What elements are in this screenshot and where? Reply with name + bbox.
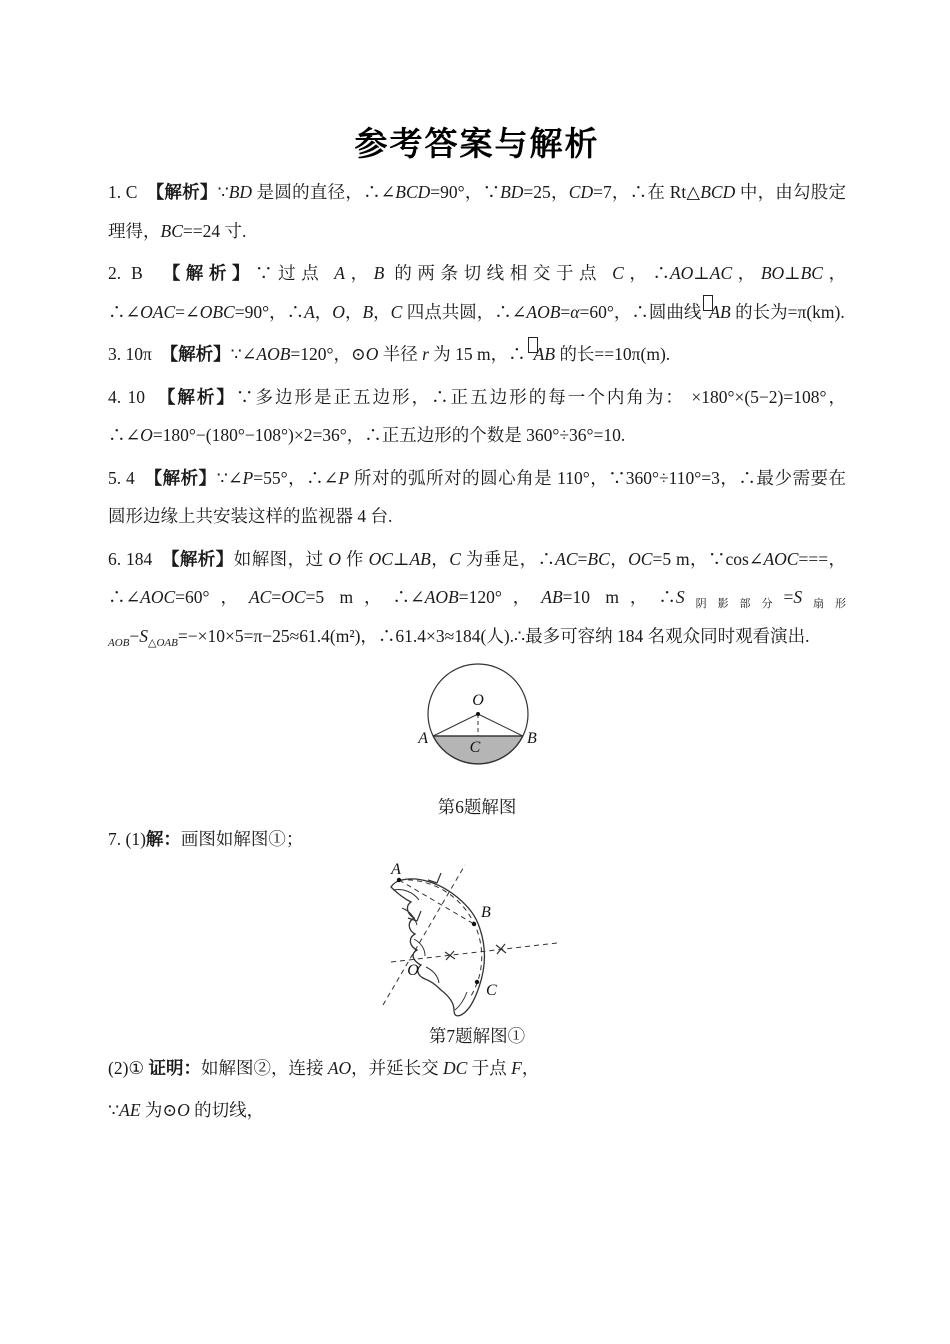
answer-item-4 [108, 378, 846, 455]
text-run: ⊥ [693, 263, 710, 283]
text-run: A [334, 263, 345, 283]
text-run: ， [521, 1057, 540, 1078]
x-mark-2 [496, 944, 506, 954]
text-run: 解： [145, 829, 181, 849]
text-run: 四点共圆，∴∠ [402, 301, 527, 322]
text-run: 于点 [467, 1057, 512, 1078]
text-run: S [675, 587, 685, 607]
text-run: =5 m，∵cos∠ [652, 548, 764, 569]
point-dot-c [474, 979, 478, 983]
figure-problem-7 [108, 863, 846, 1049]
text-run: ， [430, 548, 450, 569]
text-run: ，并延长交 [351, 1057, 444, 1078]
text-run: =90°，∴ [234, 301, 305, 322]
text-run: O [140, 425, 153, 445]
text-run: △ [148, 636, 157, 649]
label-a: A [390, 862, 401, 878]
text-run: =7，∴在 Rt△ [593, 182, 701, 202]
text-run: ∵ [108, 1100, 120, 1120]
label-c: C [485, 981, 497, 999]
text-run: AC [248, 587, 272, 607]
text-run: ∵多边形是正五边形，∴正五边形的每一个内角为： ×180°×(5−2)=108°，∴∠ [108, 386, 846, 445]
label-o: O [406, 961, 419, 979]
text-run: BCD [700, 182, 736, 202]
text-run: AO [327, 1057, 352, 1078]
text-run: ===，∴∠ [108, 548, 847, 607]
label-b: B [480, 903, 491, 921]
text-run: ， [609, 548, 629, 569]
text-run: A [304, 301, 315, 322]
text-run: BD [500, 182, 524, 202]
text-run: O [332, 301, 345, 322]
text-run: P [242, 467, 254, 488]
answer-item-6 [108, 540, 846, 656]
text-run: ， [373, 301, 391, 322]
text-run: =60°， [175, 587, 249, 607]
text-run: =−×10×5=π−25≈61.4(m²)，∴61.4×3≈184(人).∴最多可容纳 184 名观众同时观看演出. [177, 625, 810, 646]
text-run: AOC [763, 548, 799, 569]
answer-item-3 [108, 335, 846, 374]
text-run: 1. C [108, 182, 156, 202]
text-run: = [783, 587, 794, 607]
text-run: BO [760, 263, 785, 283]
text-run: =90°，∵ [430, 182, 501, 202]
point-dot-b [471, 921, 475, 925]
text-run: OAB [156, 636, 178, 649]
text-run: 的长为=π(km). [730, 301, 845, 322]
text-run: 中，由勾股定理得， [108, 182, 847, 241]
page-title: 参考答案与解析 [354, 127, 600, 163]
text-run: S [139, 625, 149, 646]
label-b: B [527, 730, 537, 747]
text-run: BD [228, 182, 253, 202]
label-a: A [418, 730, 428, 747]
text-run: ，∴∠ [108, 263, 847, 322]
text-run: =60°，∴圆曲线 [579, 301, 702, 322]
text-run: 证明： [148, 1057, 201, 1078]
text-run: O [328, 548, 342, 569]
text-run: r [422, 344, 429, 364]
text-run: ∵∠ [230, 344, 257, 364]
text-run: P [338, 467, 350, 488]
center-dot [476, 712, 480, 716]
text-run: ==24 寸. [182, 220, 247, 241]
figure-problem-6 [108, 659, 846, 820]
text-run: ∵∠ [216, 467, 243, 488]
point-dot-a [396, 877, 400, 881]
text-run: AB [709, 301, 731, 322]
text-run: AOB [424, 587, 459, 607]
text-run: 所对的弧所对的圆心角是 110°，∵360°÷110°=3，∴最少需要在圆形边缘上共安装这样的监视器 4 台. [108, 467, 847, 526]
answer-item-7-part1 [108, 820, 846, 859]
text-run: 的切线， [189, 1100, 265, 1120]
figure-caption-6: 第6题解图 [437, 797, 517, 817]
figure-caption-7: 第7题解图① [428, 1025, 526, 1046]
text-run: =180°−(180°−108°)×2=36°，∴正五边形的个数是 360°÷36°=10. [152, 425, 626, 445]
answer-item-2 [108, 254, 846, 331]
text-run: 为垂足，∴ [460, 548, 556, 569]
label-c: C [469, 739, 481, 756]
text-run: 的长==10π(m). [555, 344, 671, 364]
text-run: 6. 184 [108, 548, 171, 569]
text-run: 作 [341, 548, 369, 569]
text-run: AB [533, 344, 556, 364]
text-run: ， [344, 263, 374, 283]
text-run: = [577, 548, 588, 569]
text-run: C [612, 263, 624, 283]
text-run: − [129, 625, 140, 646]
text-run: CD [568, 182, 594, 202]
text-run: ⊥ [392, 548, 410, 569]
text-run: α [570, 301, 580, 322]
text-run: C [390, 301, 403, 322]
radius-oa [433, 714, 478, 736]
text-run: ， [732, 263, 761, 283]
text-run: 【解析】 [171, 263, 256, 283]
circle-diagram-problem-6 [367, 659, 587, 794]
text-run: S [793, 587, 803, 607]
shard-detail-line-5 [455, 992, 467, 1010]
answer-item-1 [108, 173, 846, 250]
text-run: =10 m，∴ [562, 587, 676, 607]
text-run: OBC [199, 301, 235, 322]
text-run: =55°，∴∠ [253, 467, 339, 488]
text-run: 画图如解图①； [180, 829, 304, 849]
text-run: AOB [526, 301, 561, 322]
text-run: ，∴ [623, 263, 670, 283]
text-run: ， [314, 301, 333, 322]
text-run: =120°，⊙ [290, 344, 366, 364]
text-run: 为⊙ [140, 1100, 178, 1120]
text-run: 为 15 m，∴ [428, 344, 526, 364]
radius-ob [478, 714, 523, 736]
text-run: BC [800, 263, 823, 283]
text-run: AB [409, 548, 431, 569]
text-run: AOB [108, 636, 130, 649]
answer-item-5 [108, 459, 846, 536]
text-run: =∠ [175, 301, 200, 322]
answer-item-7-part2 [108, 1049, 846, 1088]
text-run: BC [160, 220, 183, 241]
text-run: ∵ [217, 182, 229, 202]
text-run: 是圆的直径，∴∠ [252, 182, 396, 202]
text-run: =25， [523, 182, 569, 202]
answer-item-7-part2-line2 [108, 1091, 846, 1130]
text-run: 3. 10π [108, 344, 170, 364]
text-run: AC [709, 263, 733, 283]
bisector-line-ab [383, 862, 465, 1005]
text-run: F [511, 1057, 522, 1078]
text-run: = [560, 301, 571, 322]
text-run: =120°， [458, 587, 542, 607]
label-o: O [472, 692, 484, 709]
construction-diagram-problem-7 [365, 863, 590, 1023]
text-run: DC [443, 1057, 468, 1078]
text-run: BC [587, 548, 610, 569]
text-run: OAC [140, 301, 176, 322]
text-run: 扇形 [802, 598, 847, 610]
text-run: ∵过点 [255, 263, 335, 283]
text-run: AO [669, 263, 694, 283]
text-run: 的两条切线相交于点 [384, 263, 613, 283]
shard-outline [391, 878, 484, 1015]
text-run: = [271, 587, 282, 607]
text-run: OC [628, 548, 653, 569]
text-run: 【解析】 [170, 548, 234, 569]
shard-detail-line-3 [414, 939, 425, 956]
text-run: AC [555, 548, 578, 569]
text-run: 【解析】 [169, 344, 231, 364]
text-run: B [373, 263, 385, 283]
text-run: AE [119, 1100, 141, 1120]
text-run: B [362, 301, 374, 322]
text-run: OC [368, 548, 393, 569]
text-run: 2. B [108, 263, 172, 283]
bisector-line-bc [391, 943, 557, 962]
text-run: BCD [395, 182, 431, 202]
text-run: OC [281, 587, 306, 607]
text-run: AOB [256, 344, 291, 364]
text-run: AOC [140, 587, 176, 607]
text-run: 如解图②，连接 [200, 1057, 328, 1078]
text-run: 半径 [378, 344, 423, 364]
text-run: 【解析】 [166, 386, 236, 407]
text-run: 7. (1) [108, 829, 146, 849]
text-run: ， [344, 301, 363, 322]
text-run: 5. 4 [108, 467, 154, 488]
text-run: =5 m，∴∠ [305, 587, 425, 607]
text-run: 【解析】 [153, 467, 217, 488]
text-run: 4. 10 [108, 386, 167, 407]
text-run: 【解析】 [155, 182, 218, 202]
text-run: O [365, 344, 379, 364]
text-run: C [449, 548, 461, 569]
text-run: 如解图，过 [233, 548, 329, 569]
text-run: AB [541, 587, 563, 607]
text-run: ⊥ [784, 263, 801, 283]
text-run: 阴影部分 [684, 598, 784, 610]
text-run: O [177, 1100, 190, 1120]
text-run: (2)① [108, 1057, 149, 1078]
